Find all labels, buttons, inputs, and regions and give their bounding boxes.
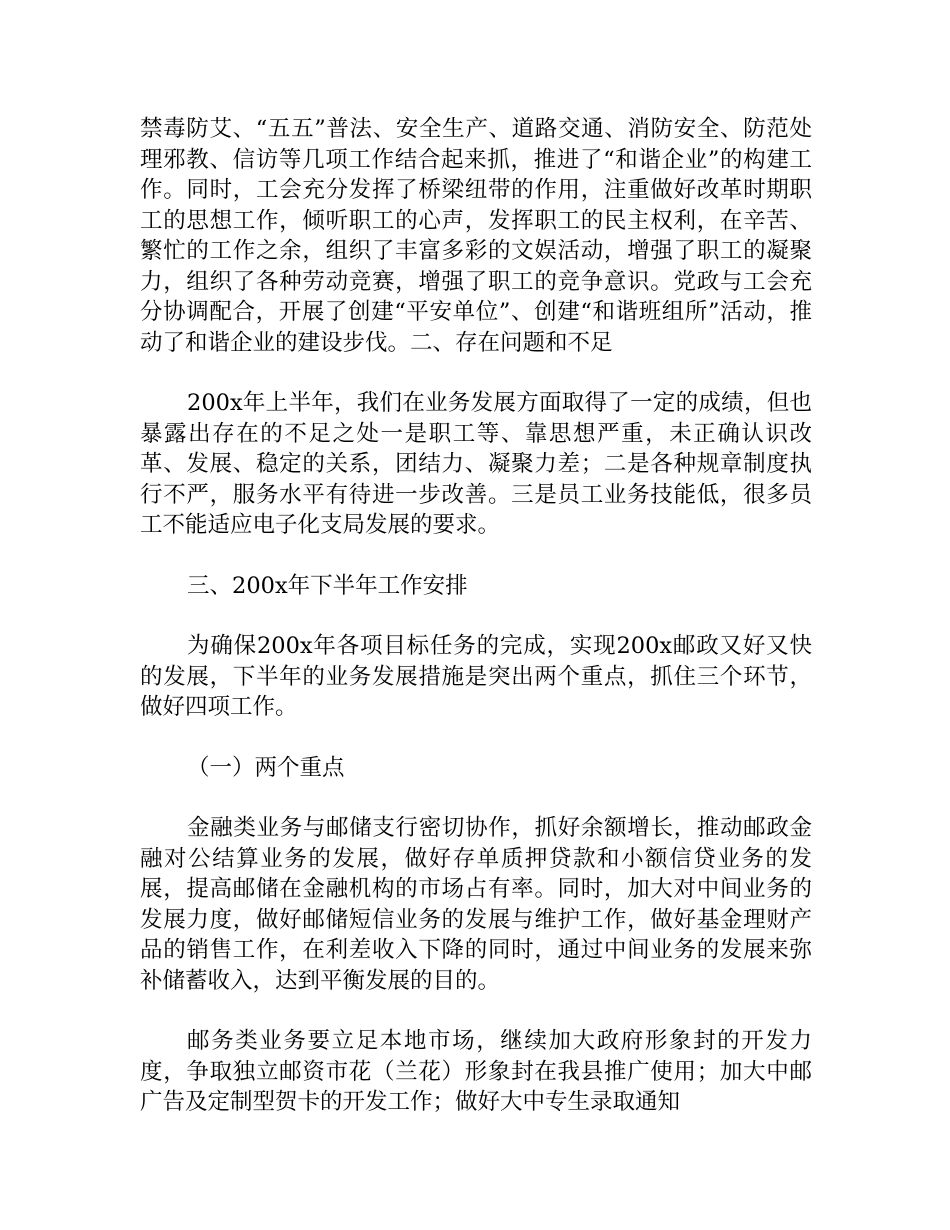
document-page bbox=[140, 114, 812, 1148]
body-paragraph-4: 金融类业务与邮储支行密切协作，抓好余额增长，推动邮政金融对公结算业务的发展，做好存单质押贷款和小额信贷业务的发展，提高邮储在金融机构的市场占有率。同时，加大对中间业务的发展力度，做好邮储短信业务的发展与维护工作，做好基金理财产品的销售工作，在利差收入下降的同时，通过中间业务的发展来弥补储蓄收入，达到平衡发展的目的。 bbox=[140, 815, 812, 994]
body-paragraph-5: 邮务类业务要立足本地市场，继续加大政府形象封的开发力度，争取独立邮资市花（兰花）形象封在我县推广使用；加大中邮广告及定制型贺卡的开发工作；做好大中专生录取通知 bbox=[140, 1028, 812, 1115]
body-paragraph-2: 200x年上半年，我们在业务发展方面取得了一定的成绩，但也暴露出存在的不足之处一是职工等、靠思想严重，未正确认识改革、发展、稳定的关系，团结力、凝聚力差；二是各种规章制度执行不严，服务水平有待进一步改善。三是员工业务技能低，很多员工不能适应电子化支局发展的要求。 bbox=[140, 390, 812, 538]
body-paragraph-3: 为确保200x年各项目标任务的完成，实现200x邮政又好又快的发展，下半年的业务发展措施是突出两个重点，抓住三个环节，做好四项工作。 bbox=[140, 633, 812, 720]
body-paragraph-1: 禁毒防艾、“五五”普法、安全生产、道路交通、消防安全、防范处理邪教、信访等几项工作结合起来抓，推进了“和谐企业”的构建工作。同时，工会充分发挥了桥梁纽带的作用，注重做好改革时期职工的思想工作，倾听职工的心声，发挥职工的民主权利，在辛苦、繁忙的工作之余，组织了丰富多彩的文娱活动，增强了职工的凝聚力，组织了各种劳动竞赛，增强了职工的竞争意识。党政与工会充分协调配合，开展了创建“平安单位”、创建“和谐班组所”活动，推动了和谐企业的建设步伐。二、存在问题和不足 bbox=[140, 116, 812, 356]
section-heading-work-plan: 三、200x年下半年工作安排 bbox=[187, 572, 468, 599]
subsection-heading-two-priorities: （一）两个重点 bbox=[187, 754, 345, 781]
